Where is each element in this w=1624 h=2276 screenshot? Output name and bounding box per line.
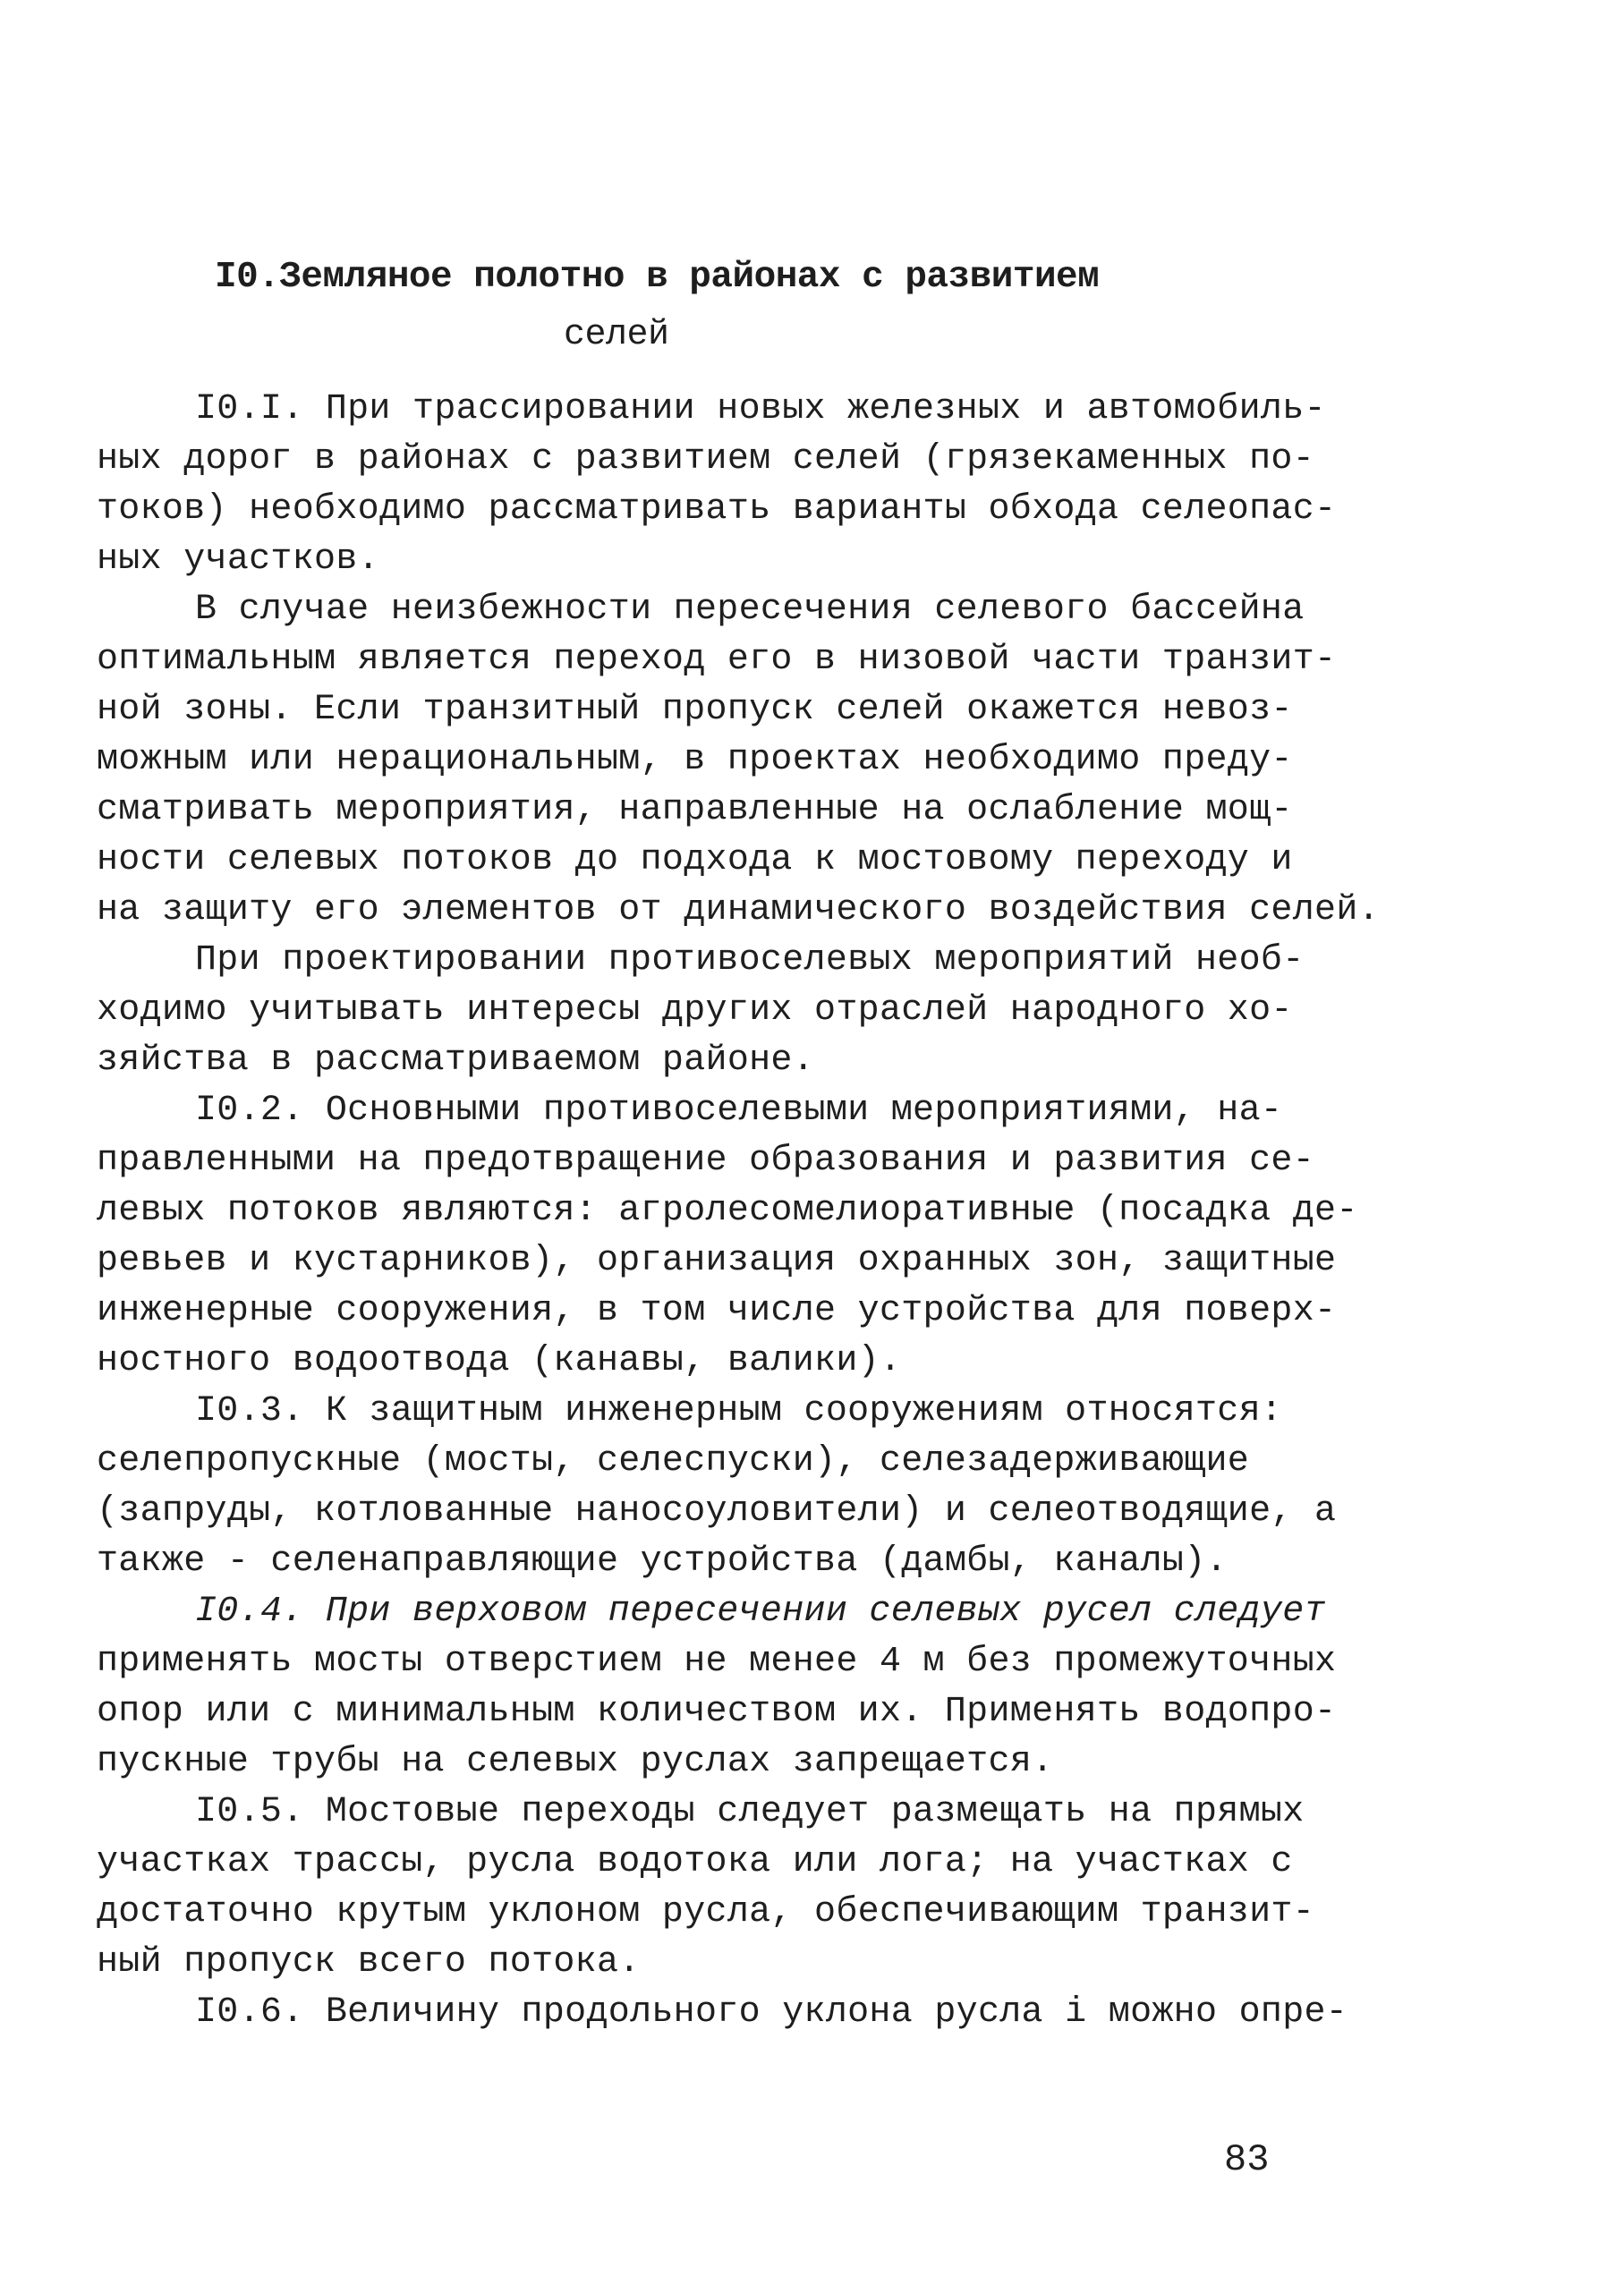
text-line: правленными на предотвращение образования и развития се-: [97, 1141, 1315, 1181]
text-line: ностного водоотвода (канавы, валики).: [97, 1341, 902, 1381]
text-line: пускные трубы на селевых руслах запрещается.: [97, 1742, 1054, 1782]
section-heading-continuation: селей: [564, 315, 669, 355]
text-line: ной зоны. Если транзитный пропуск селей окажется невоз-: [97, 690, 1293, 730]
text-line: инженерные сооружения, в том числе устройства для поверх-: [97, 1291, 1337, 1331]
text-line: зяйства в рассматриваемом районе.: [97, 1040, 815, 1081]
text-line: участках трассы, русла водотока или лога; на участках с: [97, 1842, 1293, 1882]
text-line: также - селенаправляющие устройства (дамбы, каналы).: [97, 1541, 1228, 1582]
text-line: I0.I. При трассировании новых железных и автомобиль-: [195, 389, 1326, 429]
text-line: В случае неизбежности пересечения селевого бассейна: [195, 590, 1305, 630]
text-line: оптимальным является переход его в низовой части транзит-: [97, 640, 1337, 680]
body-text: [97, 385, 1380, 2038]
text-line: токов) необходимо рассматривать варианты обхода селеопас-: [97, 489, 1337, 530]
text-line: I0.5. Мостовые переходы следует размещать на прямых: [195, 1792, 1305, 1832]
text-line: достаточно крутым уклоном русла, обеспечивающим транзит-: [97, 1892, 1315, 1932]
text-line: применять мосты отверстием не менее 4 м без промежуточных: [97, 1642, 1337, 1682]
text-line: ходимо учитывать интересы других отраслей народного хо-: [97, 990, 1293, 1031]
text-line: сматривать мероприятия, направленные на ослабление мощ-: [97, 790, 1293, 830]
text-line: можным или нерациональным, в проектах необходимо преду-: [97, 740, 1293, 780]
text-line: на защиту его элементов от динамического воздействия селей.: [97, 890, 1380, 930]
text-line: (запруды, котлованные наносоуловители) и селеотводящие, а: [97, 1491, 1337, 1532]
text-line: I0.6. Величину продольного уклона русла i можно опре-: [195, 1992, 1348, 2033]
text-line: I0.2. Основными противоселевыми мероприятиями, на-: [195, 1091, 1283, 1131]
text-line: ных участков.: [97, 539, 379, 580]
text-line: ный пропуск всего потока.: [97, 1942, 641, 1983]
page-number: 83: [1224, 2138, 1270, 2181]
text-line: ных дорог в районах с развитием селей (грязекаменных по-: [97, 439, 1315, 480]
text-line: ревьев и кустарников), организация охранных зон, защитные: [97, 1241, 1337, 1281]
text-line: При проектировании противоселевых мероприятий необ-: [195, 940, 1305, 981]
section-heading: I0.Земляное полотно в районах с развитием: [215, 257, 1100, 298]
text-line: левых потоков являются: агролесомелиоративные (посадка де-: [97, 1191, 1358, 1231]
text-line: ности селевых потоков до подхода к мостовому переходу и: [97, 840, 1293, 880]
text-line: I0.4. При верховом пересечении селевых русел следует: [195, 1592, 1326, 1632]
text-line: I0.3. К защитным инженерным сооружениям относятся:: [195, 1391, 1283, 1431]
text-line: опор или с минимальным количеством их. Применять водопро-: [97, 1692, 1337, 1732]
text-line: селепропускные (мосты, селеспуски), селезадерживающие: [97, 1441, 1250, 1482]
